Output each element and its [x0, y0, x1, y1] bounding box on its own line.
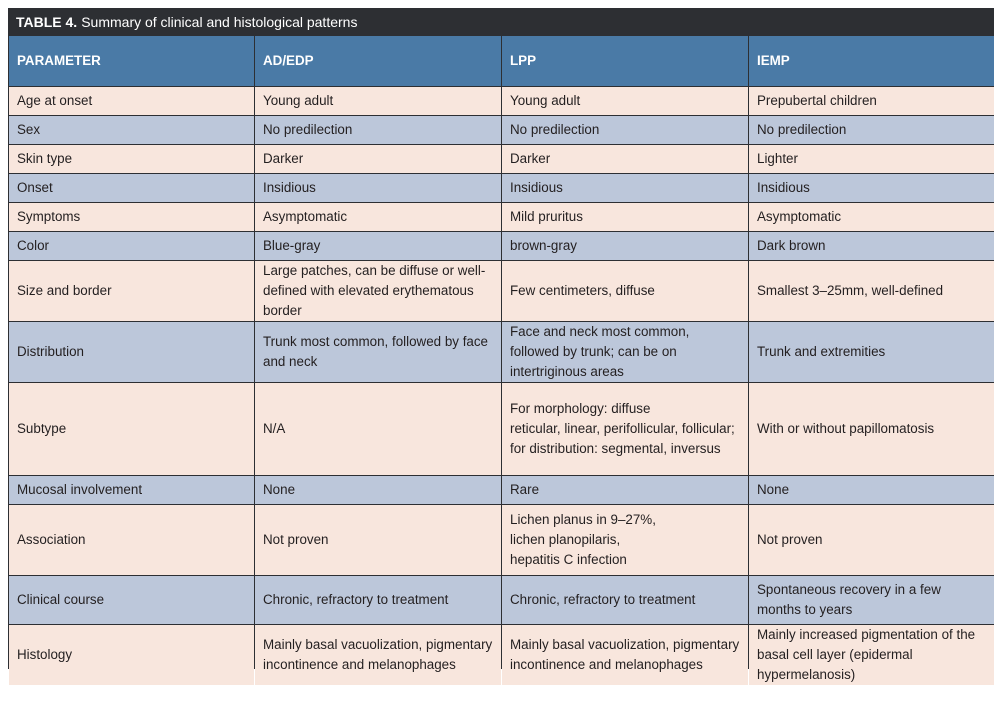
- value-cell: brown-gray: [502, 232, 748, 260]
- parameter-cell: Clinical course: [9, 576, 254, 624]
- value-cell: Not proven: [749, 505, 994, 575]
- value-cell: With or without papillomatosis: [749, 383, 994, 475]
- value-cell: No predilection: [749, 116, 994, 144]
- table-row: [9, 203, 994, 231]
- value-cell: Spontaneous recovery in a few months to years: [749, 576, 994, 624]
- header-row: [9, 36, 994, 86]
- parameter-cell: Skin type: [9, 145, 254, 173]
- parameter-cell: Mucosal involvement: [9, 476, 254, 504]
- header-ad-edp: AD/EDP: [255, 36, 501, 86]
- parameter-cell: Association: [9, 505, 254, 575]
- patterns-table: [8, 35, 995, 686]
- value-cell: For morphology: diffuse reticular, linear, perifollicular, follicular; for distribution: segmental, inversus: [502, 383, 748, 475]
- value-cell: Asymptomatic: [255, 203, 501, 231]
- value-cell: Blue-gray: [255, 232, 501, 260]
- table-row: [9, 383, 994, 475]
- value-cell: Mainly basal vacuolization, pigmentary incontinence and melanophages: [502, 625, 748, 685]
- value-cell: None: [255, 476, 501, 504]
- table-row: [9, 322, 994, 382]
- value-cell: Mainly basal vacuolization, pigmentary incontinence and melanophages: [255, 625, 501, 685]
- parameter-cell: Histology: [9, 625, 254, 685]
- value-cell: Face and neck most common, followed by trunk; can be on intertriginous areas: [502, 322, 748, 382]
- value-cell: Not proven: [255, 505, 501, 575]
- value-cell: N/A: [255, 383, 501, 475]
- value-cell: Asymptomatic: [749, 203, 994, 231]
- value-cell: No predilection: [502, 116, 748, 144]
- value-cell: Darker: [502, 145, 748, 173]
- value-cell: Dark brown: [749, 232, 994, 260]
- value-cell: Lichen planus in 9–27%, lichen planopilaris, hepatitis C infection: [502, 505, 748, 575]
- table-row: [9, 116, 994, 144]
- value-cell: Young adult: [255, 87, 501, 115]
- table-title-text: Summary of clinical and histological patterns: [81, 14, 358, 30]
- value-cell: Rare: [502, 476, 748, 504]
- parameter-cell: Sex: [9, 116, 254, 144]
- value-cell: Chronic, refractory to treatment: [502, 576, 748, 624]
- value-cell: Prepubertal children: [749, 87, 994, 115]
- value-cell: Smallest 3–25mm, well-defined: [749, 261, 994, 321]
- table-row: [9, 87, 994, 115]
- value-cell: Insidious: [502, 174, 748, 202]
- table-frame: [8, 8, 994, 709]
- table-row: [9, 232, 994, 260]
- parameter-cell: Color: [9, 232, 254, 260]
- table-row: [9, 576, 994, 624]
- parameter-cell: Age at onset: [9, 87, 254, 115]
- value-cell: Trunk and extremities: [749, 322, 994, 382]
- parameter-cell: Subtype: [9, 383, 254, 475]
- table-row: [9, 476, 994, 504]
- value-cell: Young adult: [502, 87, 748, 115]
- table-row: [9, 145, 994, 173]
- parameter-cell: Distribution: [9, 322, 254, 382]
- parameter-cell: Size and border: [9, 261, 254, 321]
- table-body: [9, 87, 994, 685]
- value-cell: Few centimeters, diffuse: [502, 261, 748, 321]
- parameter-cell: Onset: [9, 174, 254, 202]
- table-row: [9, 625, 994, 685]
- value-cell: Lighter: [749, 145, 994, 173]
- value-cell: Insidious: [255, 174, 501, 202]
- value-cell: Darker: [255, 145, 501, 173]
- table-row: [9, 261, 994, 321]
- table-row: [9, 174, 994, 202]
- table-title-label: TABLE 4.: [16, 14, 78, 30]
- value-cell: Trunk most common, followed by face and neck: [255, 322, 501, 382]
- value-cell: None: [749, 476, 994, 504]
- value-cell: Mainly increased pigmentation of the basal cell layer (epidermal hypermelanosis): [749, 625, 994, 685]
- table-row: [9, 505, 994, 575]
- value-cell: Mild pruritus: [502, 203, 748, 231]
- value-cell: No predilection: [255, 116, 501, 144]
- parameter-cell: Symptoms: [9, 203, 254, 231]
- header-iemp: IEMP: [749, 36, 994, 86]
- value-cell: Large patches, can be diffuse or well-defined with elevated erythematous border: [255, 261, 501, 321]
- table-footnote: AD/EDP: ashy dermatoses/erythema dyschromicum perstans; LPP: lichen planus pigmentosus; IEMP: idiopathic eruptive macular pigmentation; N/A: not applicable: [16, 693, 957, 709]
- table-title: [8, 8, 994, 36]
- header-parameter: PARAMETER: [9, 36, 254, 86]
- value-cell: Insidious: [749, 174, 994, 202]
- value-cell: Chronic, refractory to treatment: [255, 576, 501, 624]
- header-lpp: LPP: [502, 36, 748, 86]
